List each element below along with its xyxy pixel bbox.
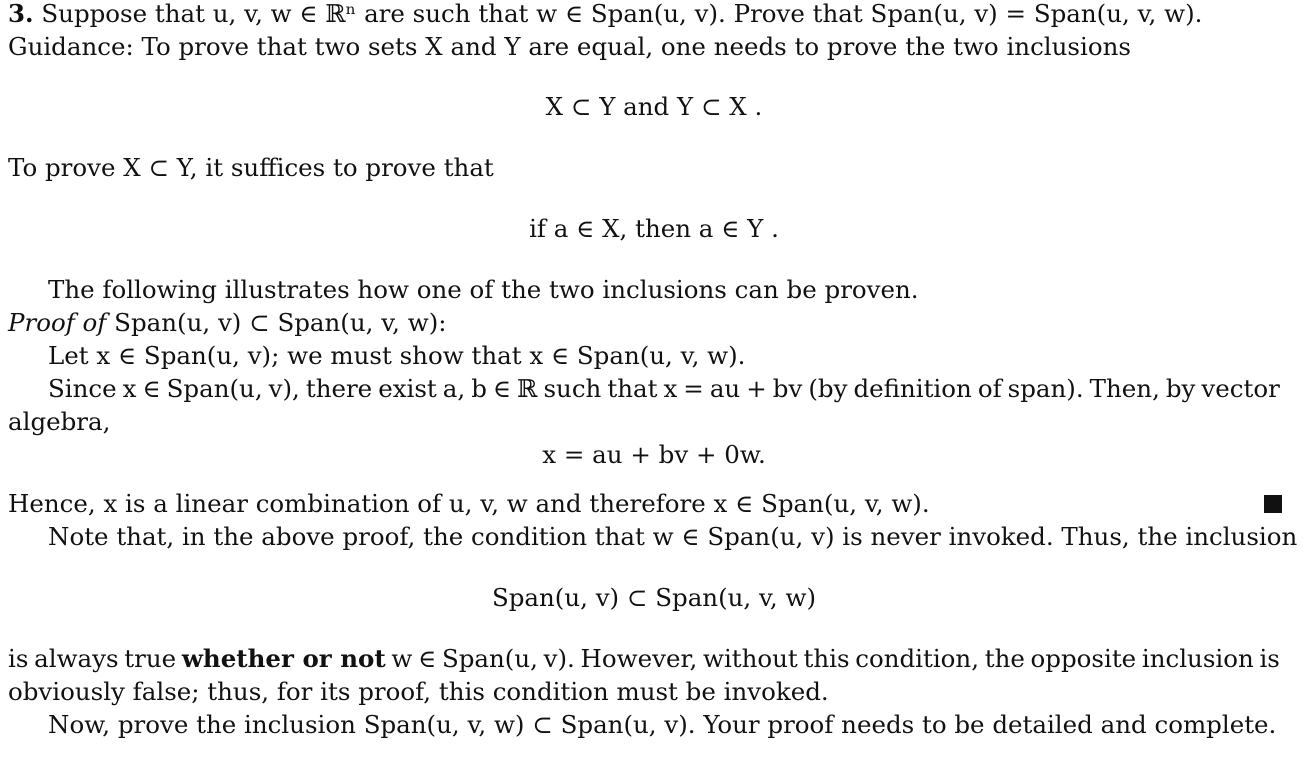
suffices-text: To prove X ⊂ Y, it suffices to prove that	[8, 153, 494, 182]
word: of	[977, 374, 1002, 403]
note-line-three: obviously false; thus, for its proof, this condition must be invoked.	[8, 677, 829, 706]
word: definition	[853, 374, 972, 403]
word: Span(u,	[166, 374, 263, 403]
word: without	[702, 644, 798, 673]
guidance-intro: Guidance: To prove that two sets X and Y are equal, one needs to prove the two inclusions	[8, 32, 1131, 61]
word: w	[391, 644, 413, 673]
word: by	[1165, 374, 1196, 403]
word: condition,	[855, 644, 980, 673]
word: vector	[1201, 374, 1280, 403]
word: span).	[1007, 374, 1084, 403]
word: Since	[48, 374, 117, 403]
problem-statement	[8, 0, 1280, 29]
final-task: Now, prove the inclusion Span(u, v, w) ⊂ Span(u, v). Your proof needs to be detailed and complete.	[48, 710, 1277, 739]
note-line-two	[8, 644, 1280, 674]
word: always	[34, 644, 119, 673]
word: Span(u,	[441, 644, 538, 673]
word: opposite	[1030, 644, 1137, 673]
word: ℝ	[517, 374, 538, 403]
word: bv	[772, 374, 803, 403]
word: x	[663, 374, 678, 403]
note-line-one: Note that, in the above proof, the condition that w ∈ Span(u, v) is never invoked. Thus, the inclusion	[48, 522, 1298, 551]
word: ∈	[142, 374, 161, 403]
display-inclusions: X ⊂ Y and Y ⊂ X .	[545, 92, 763, 121]
word: b	[471, 374, 487, 403]
display-span-inclusion: Span(u, v) ⊂ Span(u, v, w)	[491, 583, 817, 612]
word: au	[709, 374, 741, 403]
word: a,	[442, 374, 466, 403]
problem-text: Suppose that u, v, w ∈ ℝⁿ are such that w ∈ Span(u, v). Prove that Span(u, v) = Span(u, v, w).	[41, 0, 1203, 28]
word: such	[543, 374, 602, 403]
word: =	[683, 374, 704, 403]
word: there	[305, 374, 373, 403]
word: this	[803, 644, 850, 673]
word: +	[746, 374, 767, 403]
word: is	[8, 644, 29, 673]
word: that	[607, 374, 658, 403]
word: is	[1259, 644, 1280, 673]
proof-label: Proof of	[8, 308, 107, 337]
since-line	[48, 374, 1280, 404]
word: the	[984, 644, 1025, 673]
proof-claim: Span(u, v) ⊂ Span(u, v, w):	[114, 308, 447, 337]
word: x	[122, 374, 137, 403]
word: (by	[808, 374, 848, 403]
display-membership: if a ∈ X, then a ∈ Y .	[529, 214, 779, 243]
word: whether or not	[181, 644, 386, 673]
display-equation: x = au + bv + 0w.	[542, 440, 766, 469]
since-line-end: algebra,	[8, 407, 111, 436]
proof-heading	[8, 308, 1280, 338]
word: v),	[268, 374, 300, 403]
word: ∈	[492, 374, 512, 403]
word: inclusion	[1141, 644, 1254, 673]
problem-number: 3.	[8, 0, 34, 28]
word: true	[124, 644, 177, 673]
word: v).	[543, 644, 575, 673]
word: Then,	[1089, 374, 1160, 403]
word: However,	[580, 644, 698, 673]
word: ∈	[418, 644, 437, 673]
illustration-intro: The following illustrates how one of the two inclusions can be proven.	[48, 275, 919, 304]
let-line: Let x ∈ Span(u, v); we must show that x ∈ Span(u, v, w).	[48, 341, 746, 370]
word: exist	[378, 374, 437, 403]
qed-square	[1264, 495, 1282, 513]
hence-line: Hence, x is a linear combination of u, v, w and therefore x ∈ Span(u, v, w).	[8, 489, 930, 518]
